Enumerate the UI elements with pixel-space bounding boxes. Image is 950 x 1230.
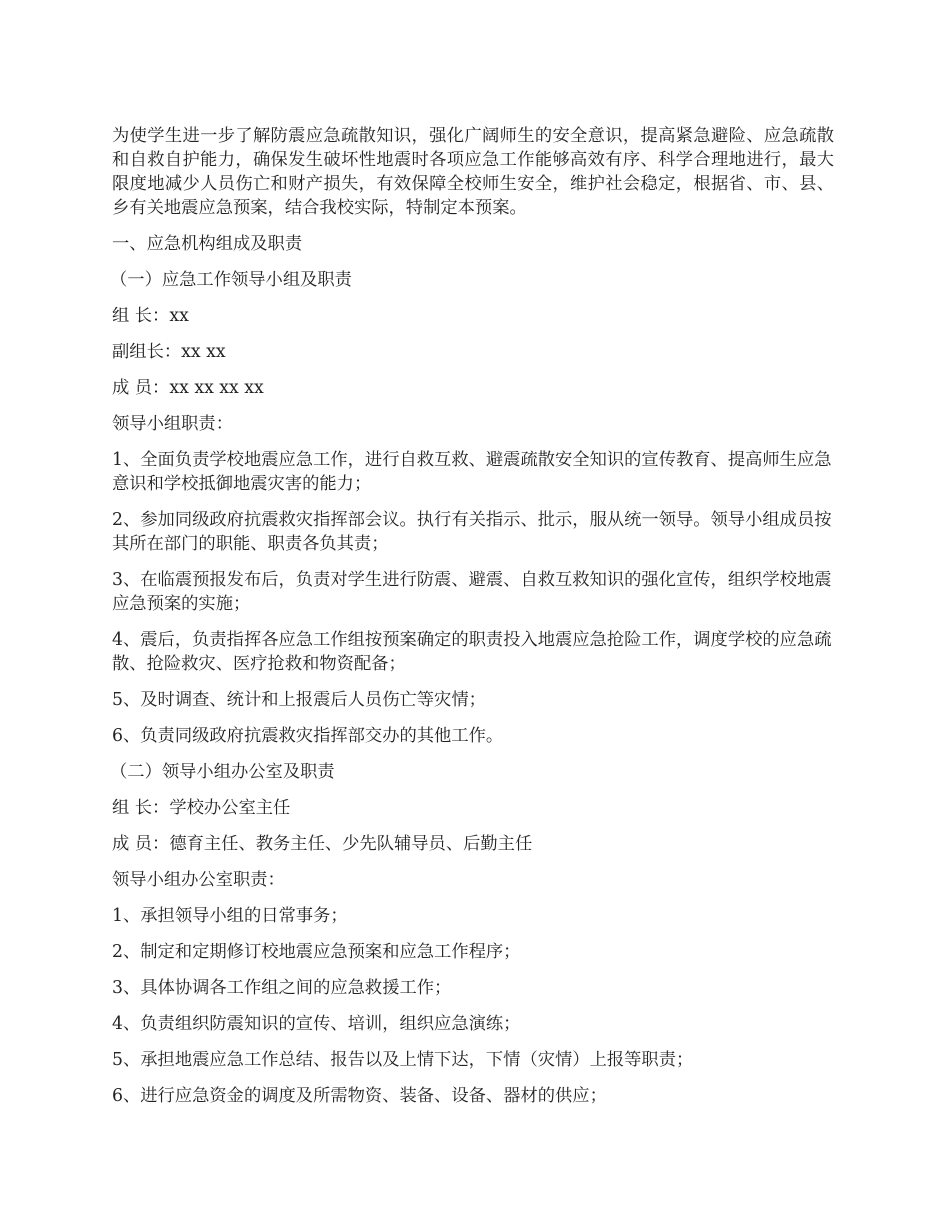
members-line: 成 员：德育主任、教务主任、少先队辅导员、后勤主任 bbox=[112, 834, 533, 854]
leader-line: 组 长：学校办公室主任 bbox=[112, 798, 291, 818]
document-page bbox=[112, 124, 834, 1120]
duty-item: 4、负责组织防震知识的宣传、培训，组织应急演练； bbox=[112, 1014, 521, 1034]
duty-item: 3、具体协调各工作组之间的应急救援工作； bbox=[112, 978, 452, 998]
duty-item: 5、承担地震应急工作总结、报告以及上情下达，下情（灾情）上报等职责； bbox=[112, 1050, 694, 1070]
duties-heading: 领导小组职责： bbox=[112, 414, 233, 434]
duty-item: 1、承担领导小组的日常事务； bbox=[112, 906, 348, 926]
duty-item: 2、制定和定期修订校地震应急预案和应急工作程序； bbox=[112, 942, 521, 962]
duty-item: 4、震后，负责指挥各应急工作组按预案确定的职责投入地震应急抢险工作，调度学校的应急疏散、抢险救灾、医疗抢救和物资配备； bbox=[112, 630, 832, 674]
subsection-heading: （一）应急工作领导小组及职责 bbox=[110, 270, 352, 290]
section-heading: 一、应急机构组成及职责 bbox=[112, 234, 303, 254]
deputy-leader-line: 副组长：xx xx bbox=[112, 342, 226, 362]
duty-item: 1、全面负责学校地震应急工作，进行自救互救、避震疏散安全知识的宣传教育、提高师生应急意识和学校抵御地震灾害的能力； bbox=[112, 450, 832, 494]
intro-paragraph: 为使学生进一步了解防震应急疏散知识，强化广阔师生的安全意识，提高紧急避险、应急疏散和自救自护能力，确保发生破坏性地震时各项应急工作能够高效有序、科学合理地进行，最大限度地减少人员伤亡和财产损失，有效保障全校师生安全，维护社会稳定，根据省、市、县、乡有关地震应急预案，结合我校实际，特制定本预案。 bbox=[112, 126, 834, 218]
members-line: 成 员：xx xx xx xx bbox=[112, 378, 264, 398]
duty-item: 5、及时调查、统计和上报震后人员伤亡等灾情； bbox=[112, 690, 486, 710]
duty-item: 2、参加同级政府抗震救灾指挥部会议。执行有关指示、批示，服从统一领导。领导小组成员按其所在部门的职能、职责各负其责； bbox=[112, 510, 832, 554]
leader-line: 组 长：xx bbox=[112, 306, 189, 326]
subsection-heading: （二）领导小组办公室及职责 bbox=[110, 762, 335, 782]
duty-item: 3、在临震预报发布后，负责对学生进行防震、避震、自救互救知识的强化宣传，组织学校地震应急预案的实施； bbox=[112, 570, 832, 614]
duty-item: 6、进行应急资金的调度及所需物资、装备、设备、器材的供应； bbox=[112, 1086, 607, 1106]
duty-item: 6、负责同级政府抗震救灾指挥部交办的其他工作。 bbox=[112, 726, 504, 746]
duties-heading: 领导小组办公室职责： bbox=[112, 870, 285, 890]
